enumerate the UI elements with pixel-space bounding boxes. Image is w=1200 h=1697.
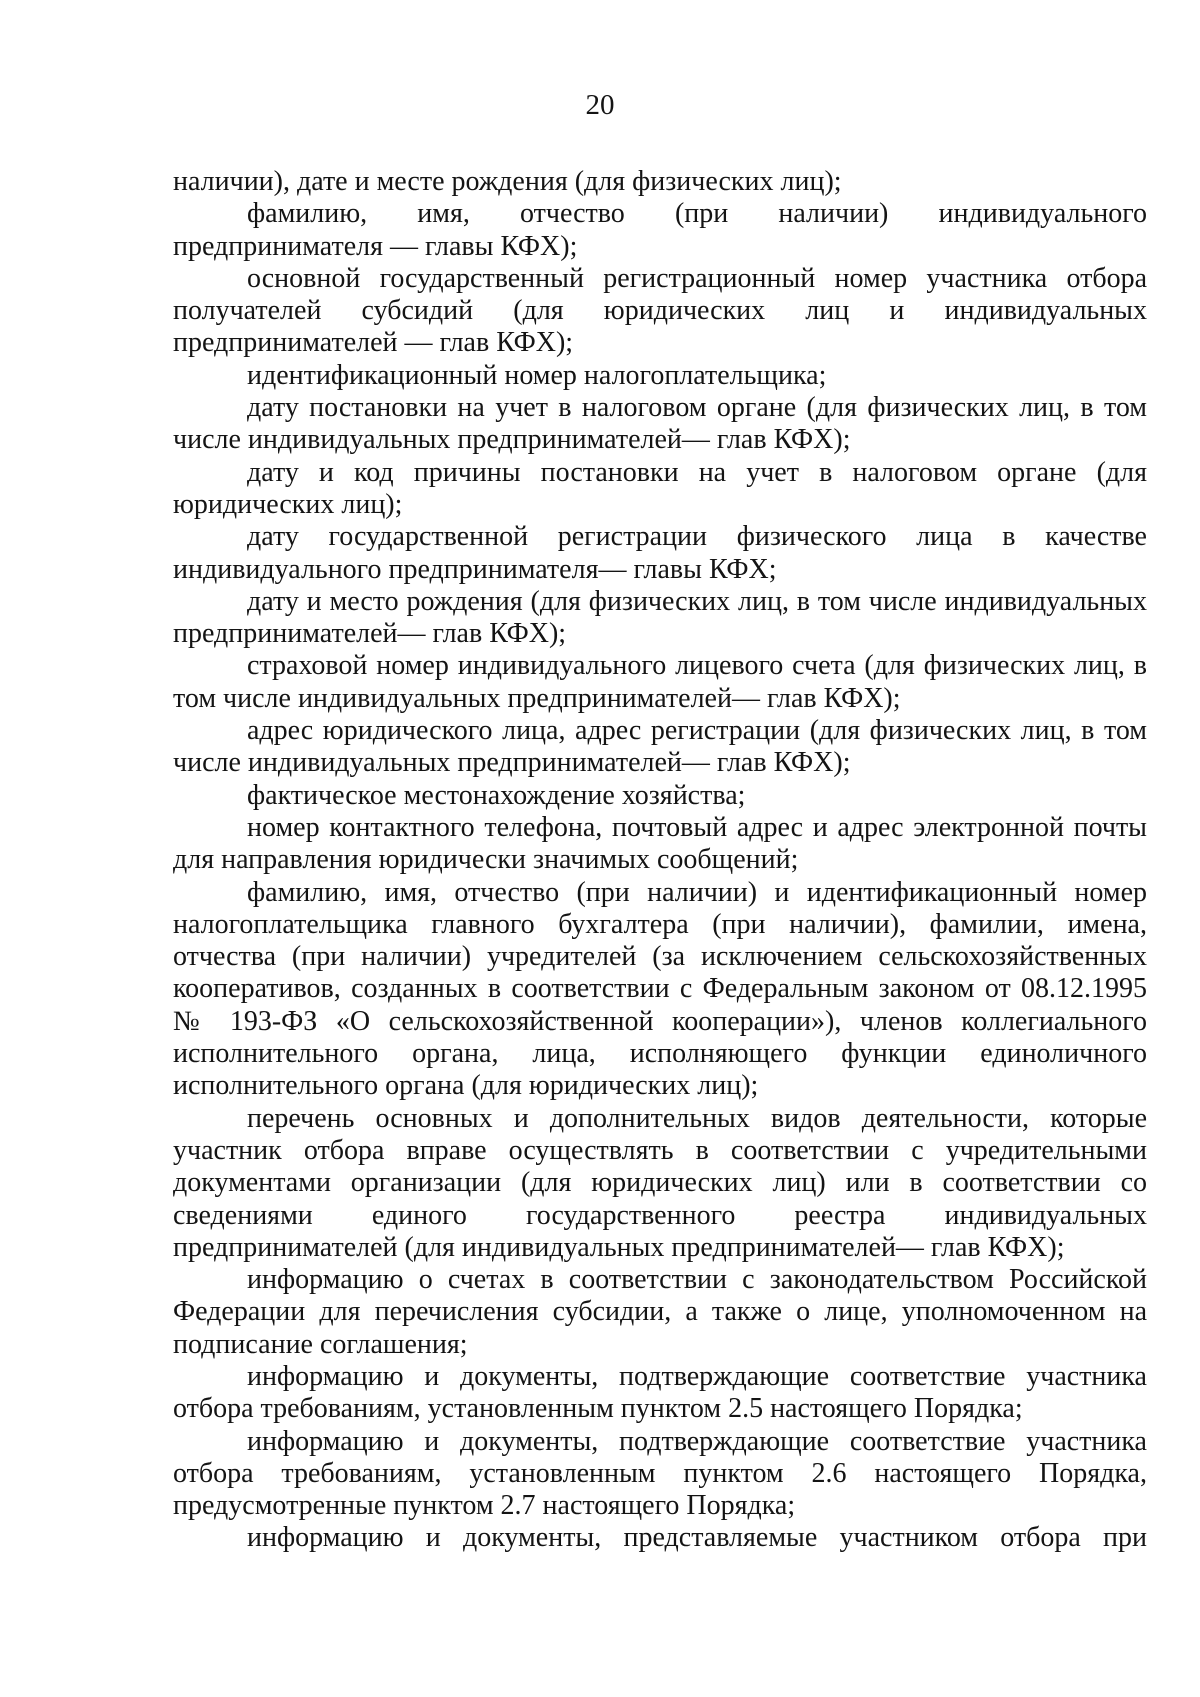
paragraph: адрес юридического лица, адрес регистрации (для физических лиц, в том числе индивидуальных предпринимателей— глав КФХ); (173, 715, 1147, 779)
document-body (173, 166, 1147, 1555)
paragraph: идентификационный номер налогоплательщика; (247, 359, 827, 391)
paragraph: фамилию, имя, отчество (при наличии) и идентификационный номер налогоплательщика главного бухгалтера (при наличии), фамилии, имена, отчества (при наличии) учредителей (за исключением сельскохозяйственных кооперативов, созданных в соответствии с Федеральным законом от 08.12.1995 № 193-ФЗ «О сельскохозяйственной кооперации»), членов коллегиального исполнительного органа, лица, исполняющего функции единоличного исполнительного органа (для юридических лиц); (173, 876, 1147, 1102)
paragraph: дату и код причины постановки на учет в налоговом органе (для юридических лиц); (173, 456, 1147, 520)
paragraph: фамилию, имя, отчество (при наличии) индивидуального предпринимателя — главы КФХ); (173, 198, 1147, 262)
paragraph: номер контактного телефона, почтовый адрес и адрес электронной почты для направления юридически значимых сообщений; (173, 811, 1147, 876)
paragraph: фактическое местонахождение хозяйства; (247, 779, 746, 811)
paragraph: дату постановки на учет в налоговом органе (для физических лиц, в том числе индивидуальных предпринимателей— глав КФХ); (173, 392, 1147, 456)
paragraph: перечень основных и дополнительных видов деятельности, которые участник отбора вправе осуществлять в соответствии с учредительными документами организации (для юридических лиц) или в соответствии со сведениями единого государственного реестра индивидуальных предпринимателей (для индивидуальных предпринимателей— глав КФХ); (173, 1102, 1147, 1263)
paragraph: наличии), дате и месте рождения (для физических лиц); (173, 166, 842, 197)
paragraph: информацию и документы, подтверждающие соответствие участника отбора требованиям, установленным пунктом 2.6 настоящего Порядка, предусмотренные пунктом 2.7 настоящего Порядка; (173, 1425, 1147, 1522)
page-number: 20 (585, 89, 615, 121)
paragraph: информацию о счетах в соответствии с законодательством Российской Федерации для перечисления субсидии, а также о лице, уполномоченном на подписание соглашения; (173, 1264, 1147, 1360)
paragraph: страховой номер индивидуального лицевого счета (для физических лиц, в том числе индивидуальных предпринимателей— глав КФХ); (173, 650, 1147, 714)
paragraph: дату и место рождения (для физических лиц, в том числе индивидуальных предпринимателей— глав КФХ); (173, 585, 1147, 650)
paragraph: основной государственный регистрационный номер участника отбора получателей субсидий (для юридических лиц и индивидуальных предпринимателей — глав КФХ); (173, 262, 1147, 359)
paragraph: дату государственной регистрации физического лица в качестве индивидуального предпринимателя— главы КФХ; (173, 521, 1147, 585)
paragraph: информацию и документы, представляемые участником отбора при (247, 1522, 1147, 1554)
paragraph: информацию и документы, подтверждающие соответствие участника отбора требованиям, установленным пунктом 2.5 настоящего Порядка; (173, 1360, 1147, 1425)
